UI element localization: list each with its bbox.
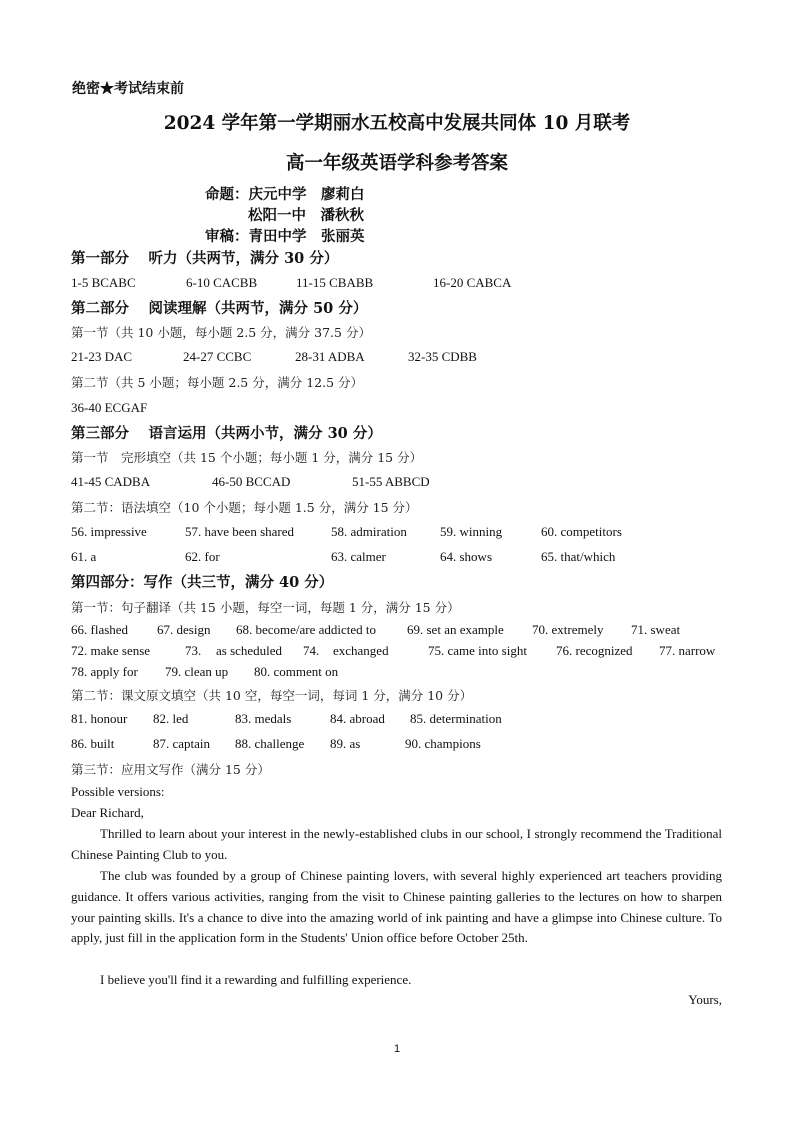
recall-answer: 82. led	[153, 711, 189, 726]
recall-answer: 81. honour	[71, 711, 128, 726]
recall-answer: 86. built	[71, 736, 115, 751]
essay-greeting: Dear Richard,	[71, 805, 144, 820]
part3-answer: 41-45 CADBA	[71, 474, 151, 489]
recall-answer: 88. challenge	[235, 736, 305, 751]
recall-answer: 85. determination	[410, 711, 502, 726]
part2-heading: 第二部分 阅读理解（共两节，满分 50 分）	[71, 300, 368, 317]
grammar-answer: 63. calmer	[331, 549, 386, 564]
essay-paragraph: The club was founded by a group of Chinese painting lovers, with several highly experienced art teachers providing guidance. It offers various activities, ranging from the visit to Chinese painting galleries to the lectures on how to sharpen your painting skills. It's a chance to dive into the amazing world of ink painting and have a glimpse into Chinese culture. To apply, just fill in the application form in the Students' Union office before October 25th.	[71, 868, 722, 946]
exam-title: 2024 学年第一学期丽水五校高中发展共同体 10 月联考	[163, 113, 631, 134]
part3-answer: 46-50 BCCAD	[212, 474, 291, 489]
translation-answer: 67. design	[157, 622, 211, 637]
part3-heading: 第三部分 语言运用（共两小节，满分 30 分）	[71, 425, 382, 442]
part1-heading: 第一部分 听力（共两节，满分 30 分）	[71, 250, 339, 267]
translation-answer: 79. clean up	[165, 664, 229, 679]
grammar-answer: 65. that/which	[541, 549, 616, 564]
grammar-answer: 60. competitors	[541, 524, 622, 539]
part2-answer: 36-40 ECGAF	[71, 400, 148, 415]
grammar-answer: 59. winning	[440, 524, 503, 539]
translation-answer: 66. flashed	[71, 622, 129, 637]
translation-answer: 75. came into sight	[428, 643, 527, 658]
part3-answer: 51-55 ABBCD	[352, 474, 430, 489]
part2-answer: 24-27 CCBC	[183, 349, 252, 364]
part1-answer: 16-20 CABCA	[433, 275, 512, 290]
author-line-1: 命题：庆元中学 廖莉白	[205, 186, 365, 203]
part1-answer: 1-5 BCABC	[71, 275, 136, 290]
part3-section2-label: 第二节：语法填空（10 个小题；每小题 1.5 分，满分 15 分）	[71, 500, 418, 515]
translation-answer: 80. comment on	[254, 664, 339, 679]
recall-answer: 90. champions	[405, 736, 481, 751]
essay-closing: Yours,	[688, 992, 722, 1007]
part3-section1-label: 第一节 完形填空（共 15 个小题；每小题 1 分，满分 15 分）	[71, 450, 423, 465]
translation-answer: 74.	[303, 643, 320, 658]
part4-section2-label: 第二节：课文原文填空（共 10 空，每空一词，每词 1 分，满分 10 分）	[71, 688, 473, 703]
grammar-answer: 64. shows	[440, 549, 493, 564]
grammar-answer: 62. for	[185, 549, 220, 564]
translation-answer: 71. sweat	[631, 622, 681, 637]
translation-answer: 76. recognized	[556, 643, 633, 658]
part2-section1-label: 第一节（共 10 小题，每小题 2.5 分，满分 37.5 分）	[71, 325, 371, 340]
grammar-answer: 57. have been shared	[185, 524, 295, 539]
translation-answer: 68. become/are addicted to	[236, 622, 377, 637]
part2-answer: 28-31 ADBA	[295, 349, 365, 364]
part1-answer: 11-15 CBABB	[296, 275, 374, 290]
recall-answer: 83. medals	[235, 711, 292, 726]
part2-section2-label: 第二节（共 5 小题；每小题 2.5 分，满分 12.5 分）	[71, 375, 364, 390]
reviewer-line: 审稿：青田中学 张丽英	[205, 228, 365, 245]
recall-answer: 84. abroad	[330, 711, 385, 726]
translation-answer: 77. narrow	[659, 643, 716, 658]
translation-answer: 73.	[185, 643, 202, 658]
confidential-mark: 绝密★考试结束前	[72, 81, 184, 97]
essay-paragraph: Thrilled to learn about your interest in the newly-established clubs in our school, I strongly recommend the Traditional Chinese Painting Club to you.	[71, 826, 722, 862]
grammar-answer: 56. impressive	[71, 524, 147, 539]
part2-answer: 32-35 CDBB	[408, 349, 477, 364]
recall-answer: 89. as	[330, 736, 361, 751]
part4-section3-label: 第三节：应用文写作（满分 15 分）	[71, 762, 270, 777]
essay-paragraph: I believe you'll find it a rewarding and fulfilling experience.	[100, 972, 412, 987]
part4-heading: 第四部分：写作（共三节，满分 40 分）	[71, 574, 334, 591]
essay-intro: Possible versions:	[71, 784, 165, 799]
translation-answer: as scheduled	[216, 643, 283, 658]
author-line-2: 松阳一中 潘秋秋	[248, 207, 364, 224]
grammar-answer: 58. admiration	[331, 524, 407, 539]
part1-answer: 6-10 CACBB	[186, 275, 258, 290]
part2-answer: 21-23 DAC	[71, 349, 133, 364]
grammar-answer: 61. a	[71, 549, 97, 564]
answer-key-title: 高一年级英语学科参考答案	[285, 153, 508, 174]
recall-answer: 87. captain	[153, 736, 211, 751]
part4-section1-label: 第一节：句子翻译（共 15 小题，每空一词，每题 1 分，满分 15 分）	[71, 600, 460, 615]
translation-answer: 69. set an example	[407, 622, 504, 637]
translation-answer: 70. extremely	[532, 622, 604, 637]
page-number: 1	[393, 1043, 401, 1055]
translation-answer: exchanged	[333, 643, 389, 658]
translation-answer: 78. apply for	[71, 664, 138, 679]
translation-answer: 72. make sense	[71, 643, 151, 658]
